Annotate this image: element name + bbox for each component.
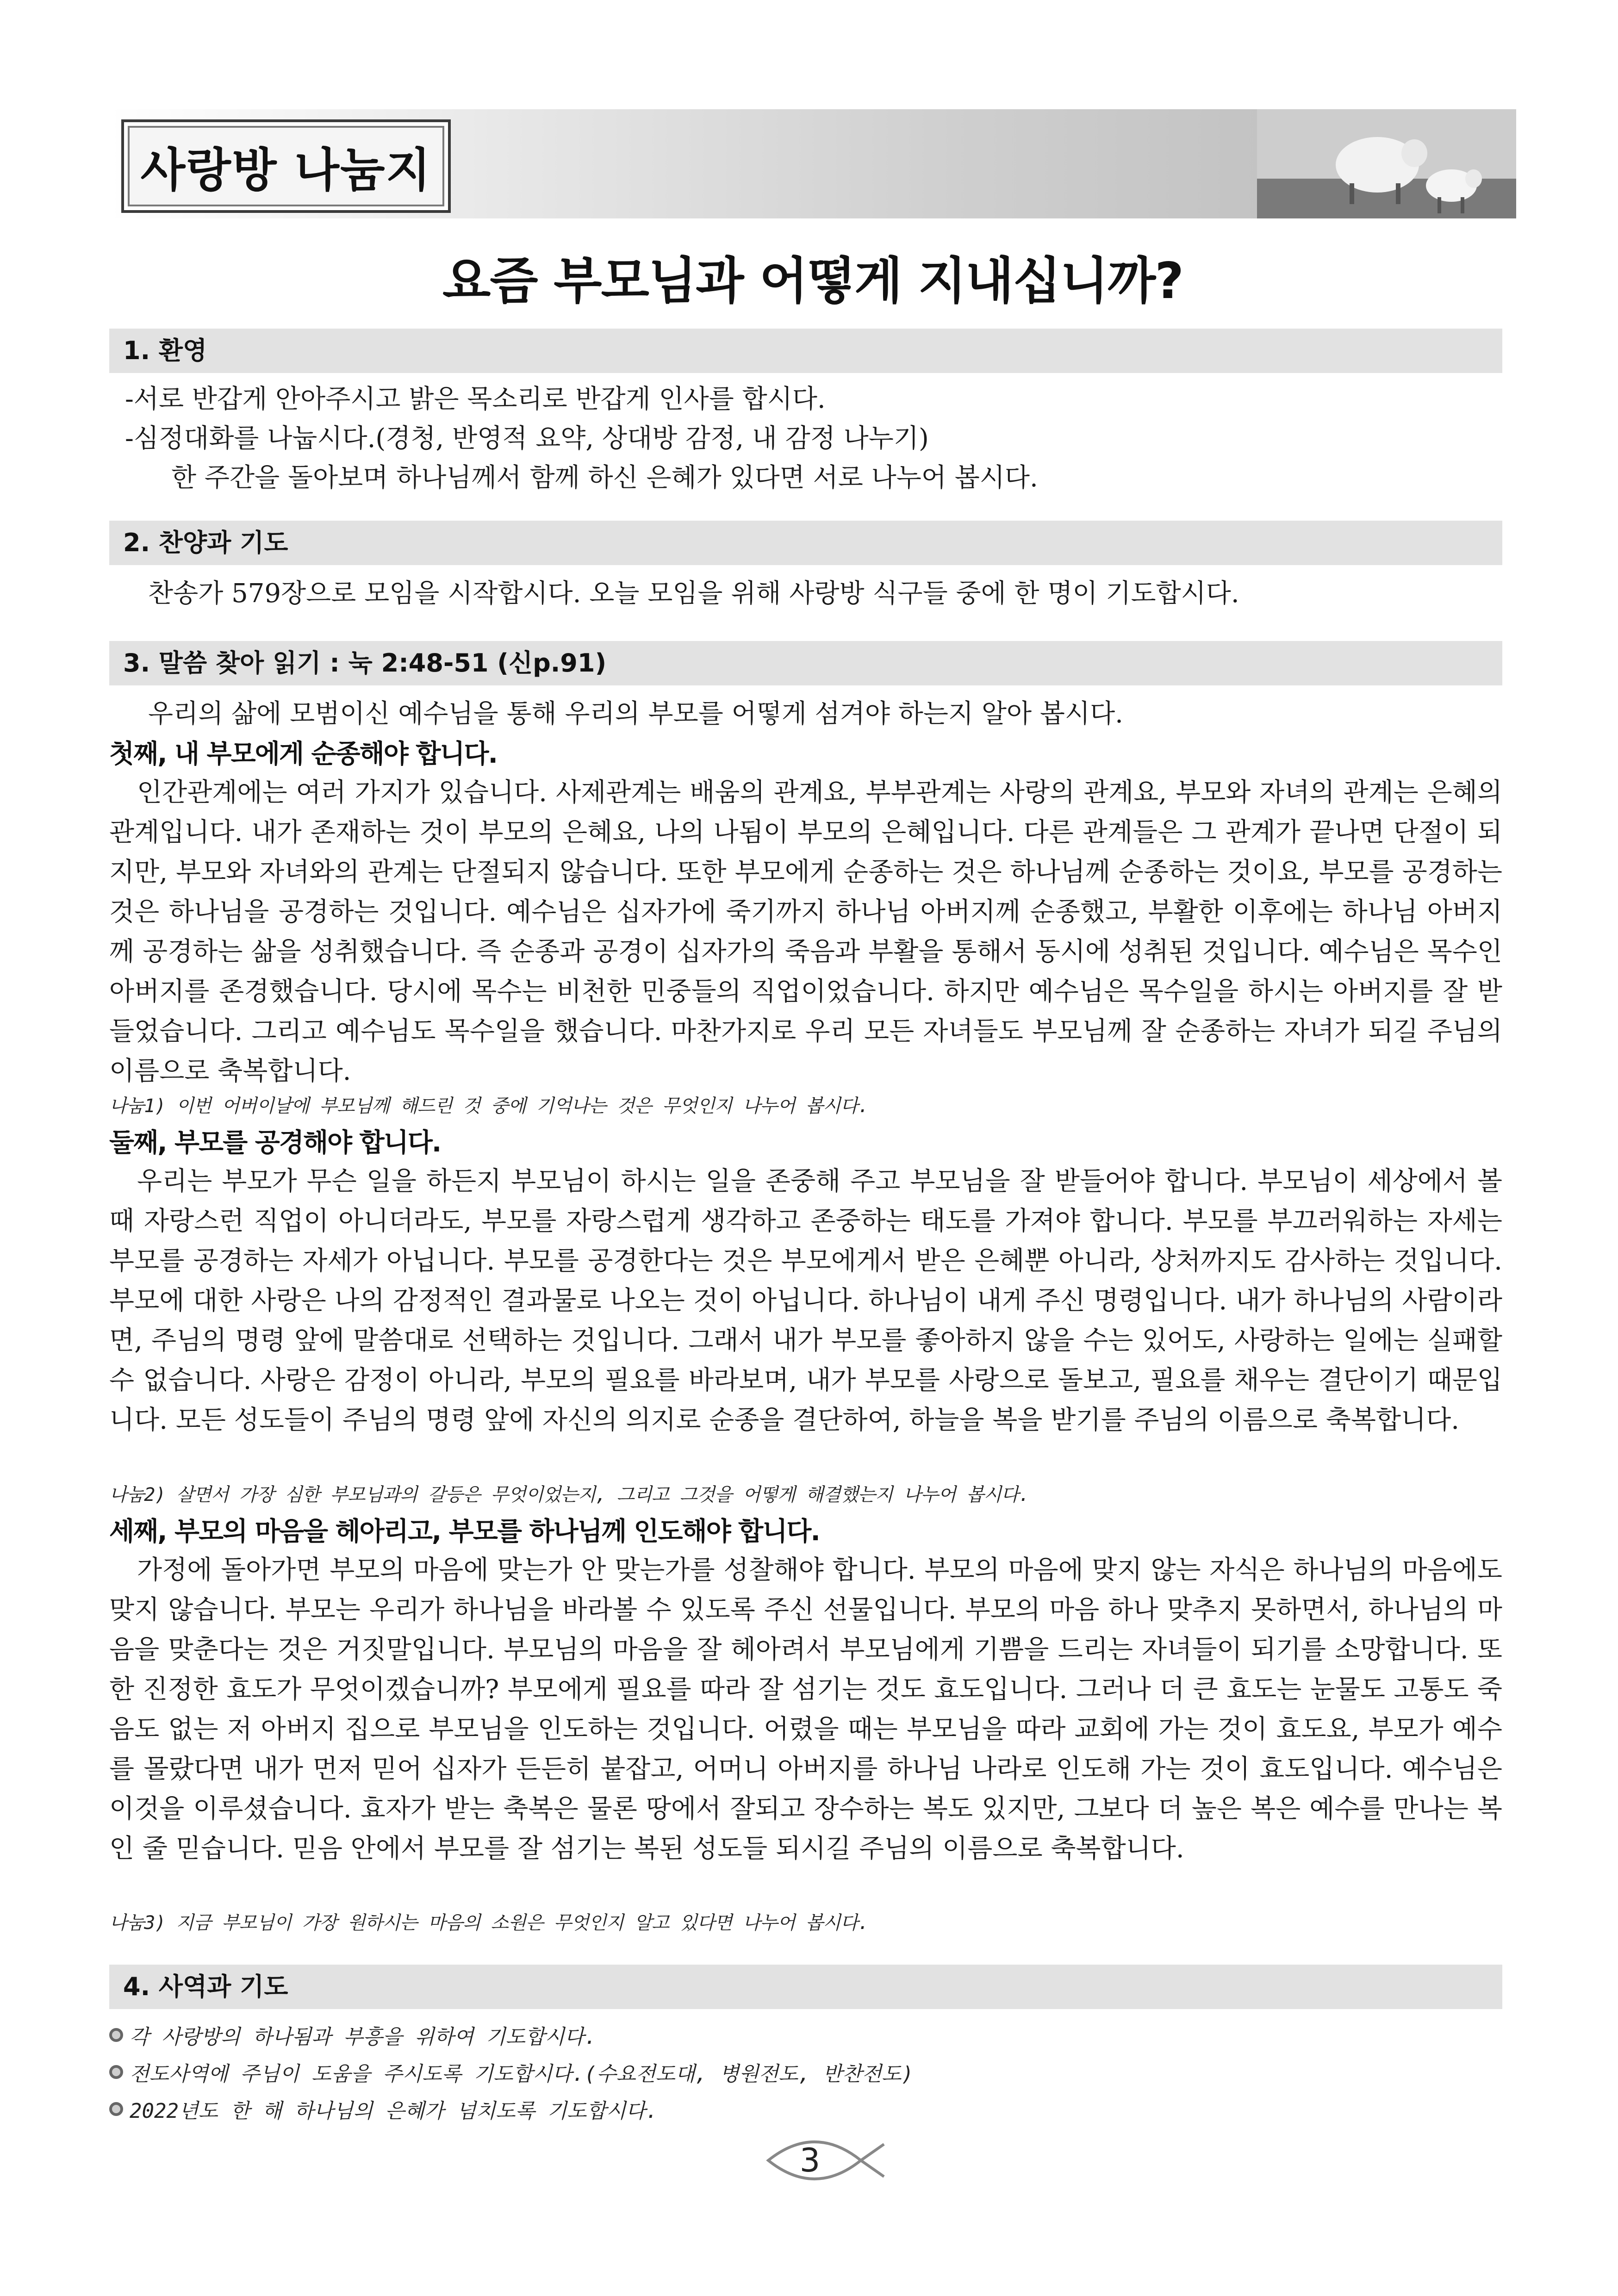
welcome-line-2: -심정대화를 나눕시다.(경청, 반영적 요약, 상대방 감정, 내 감정 나누기) <box>125 423 929 454</box>
share-question-2: 나눔2) 살면서 가장 심한 부모님과의 갈등은 무엇이었는지, 그리고 그것을 어떻게 해결했는지 나누어 봅시다. <box>109 1484 1029 1506</box>
praise-text: 찬송가 579장으로 모임을 시작합시다. 오늘 모임을 위해 사랑방 식구들 중에 한 명이 기도합시다. <box>148 579 1239 609</box>
circle-bullet-icon <box>109 2102 123 2116</box>
point-2-title: 둘째, 부모를 공경해야 합니다. <box>109 1128 441 1158</box>
newsletter-title: 사랑방 나눔지 <box>140 143 432 197</box>
prayer-item <box>109 2057 914 2087</box>
page-number: 3 <box>799 2141 821 2179</box>
prayer-item <box>109 2020 597 2050</box>
prayer-item-text: 각 사랑방의 하나됨과 부흥을 위하여 기도합시다. <box>130 2025 597 2049</box>
section-heading-ministry-prayer: 4. 사역과 기도 <box>109 1965 1502 2009</box>
circle-bullet-icon <box>109 2028 123 2042</box>
point-3-body: 가정에 돌아가면 부모의 마음에 맞는가 안 맞는가를 성찰해야 합니다. 부모의 마음에 맞지 않는 자식은 하나님의 마음에도 맞지 않습니다. 부모는 우리가 하나님을 바라볼 수 있도록 주신 선물입니다. 부모의 마음 하나 맞추지 못하면서, 하나님의 마음을 맞춘다는 것은 거짓말입니다. 부모님의 마음을 잘 헤아려서 부모님에게 기쁨을 드리는 자녀들이 되기를 소망합니다. 또한 진정한 효도가 무엇이겠습니까? 부모에게 필요를 따라 잘 섬기는 것도 효도입니다. 그러나 더 큰 효도는 눈물도 고통도 죽음도 없는 저 아버지 집으로 부모님을 인도하는 것입니다. 어렸을 때는 부모님을 따라 교회에 가는 것이 효도요, 부모가 예수를 몰랐다면 내가 먼저 믿어 십자가 든든히 붙잡고, 어머니 아버지를 하나님 나라로 인도해 가는 것이 효도입니다. 예수님은 이것을 이루셨습니다. 효자가 받는 축복은 물론 땅에서 잘되고 장수하는 복도 있지만, 그보다 더 높은 복은 예수를 만나는 복인 줄 믿습니다. 믿음 안에서 부모를 잘 섬기는 복된 성도들 되시길 주님의 이름으로 축복합니다. <box>109 1555 1502 1864</box>
page-title: 요즘 부모님과 어떻게 지내십니까? <box>442 252 1183 310</box>
newsletter-title-box <box>121 119 451 213</box>
share-question-1: 나눔1) 이번 어버이날에 부모님께 해드린 것 중에 기억나는 것은 무엇인지 나누어 봅시다. <box>109 1095 869 1117</box>
sheep-photo <box>1257 109 1516 218</box>
welcome-line-1: -서로 반갑게 안아주시고 밝은 목소리로 반갑게 인사를 합시다. <box>125 384 826 414</box>
circle-bullet-icon <box>109 2065 123 2079</box>
prayer-item-text: 2022년도 한 해 하나님의 은혜가 넘치도록 기도합시다. <box>130 2099 658 2123</box>
point-1-title: 첫째, 내 부모에게 순종해야 합니다. <box>109 739 497 769</box>
point-2-body: 우리는 부모가 무슨 일을 하든지 부모님이 하시는 일을 존중해 주고 부모님을 잘 받들어야 합니다. 부모님이 세상에서 볼 때 자랑스런 직업이 아니더라도, 부모를 자랑스럽게 생각하고 존중하는 태도를 가져야 합니다. 부모를 부끄러워하는 자세는 부모를 공경하는 자세가 아닙니다. 부모를 공경한다는 것은 부모에게서 받은 은혜뿐 아니라, 상처까지도 감사하는 것입니다. 부모에 대한 사랑은 나의 감정적인 결과물로 나오는 것이 아닙니다. 하나님이 내게 주신 명령입니다. 내가 하나님의 사람이라면, 주님의 명령 앞에 말씀대로 선택하는 것입니다. 그래서 내가 부모를 좋아하지 않을 수는 있어도, 사랑하는 일에는 실패할 수 없습니다. 사랑은 감정이 아니라, 부모의 필요를 바라보며, 내가 부모를 사랑으로 돌보고, 필요를 채우는 결단이기 때문입니다. 모든 성도들이 주님의 명령 앞에 자신의 의지로 순종을 결단하여, 하늘을 복을 받기를 주님의 이름으로 축복합니다. <box>109 1166 1502 1435</box>
scripture-intro: 우리의 삶에 모범이신 예수님을 통해 우리의 부모를 어떻게 섬겨야 하는지 알아 봅시다. <box>148 699 1123 729</box>
prayer-item <box>109 2094 658 2124</box>
section-heading-scripture: 3. 말씀 찾아 읽기 : 눅 2:48-51 (신p.91) <box>109 641 1502 685</box>
section-heading-welcome: 1. 환영 <box>109 329 1502 373</box>
section-heading-praise-prayer: 2. 찬양과 기도 <box>109 521 1502 565</box>
welcome-line-3: 한 주간을 돌아보며 하나님께서 함께 하신 은혜가 있다면 서로 나누어 봅시다. <box>171 463 1038 493</box>
share-question-3: 나눔3) 지금 부모님이 가장 원하시는 마음의 소원은 무엇인지 알고 있다면 나누어 봅시다. <box>109 1912 869 1934</box>
prayer-item-text: 전도사역에 주님이 도움을 주시도록 기도합시다.(수요전도대, 병원전도, 반찬전도) <box>130 2062 914 2086</box>
point-3-title: 세째, 부모의 마음을 헤아리고, 부모를 하나님께 인도해야 합니다. <box>109 1517 820 1547</box>
point-1-body: 인간관계에는 여러 가지가 있습니다. 사제관계는 배움의 관계요, 부부관계는 사랑의 관계요, 부모와 자녀의 관계는 은혜의 관계입니다. 내가 존재하는 것이 부모의 은혜요, 나의 나됨이 부모의 은혜입니다. 다른 관계들은 그 관계가 끝나면 단절이 되지만, 부모와 자녀와의 관계는 단절되지 않습니다. 또한 부모에게 순종하는 것은 하나님께 순종하는 것이요, 부모를 공경하는 것은 하나님을 공경하는 것입니다. 예수님은 십자가에 죽기까지 하나님 아버지께 순종했고, 부활한 이후에는 하나님 아버지께 공경하는 삶을 성취했습니다. 즉 순종과 공경이 십자가의 죽음과 부활을 통해서 동시에 성취된 것입니다. 예수님은 목수인 아버지를 존경했습니다. 당시에 목수는 비천한 민중들의 직업이었습니다. 하지만 예수님은 목수일을 하시는 아버지를 잘 받들었습니다. 그리고 예수님도 목수일을 했습니다. 마찬가지로 우리 모든 자녀들도 부모님께 잘 순종하는 자녀가 되길 주님의 이름으로 축복합니다. <box>109 778 1502 1086</box>
